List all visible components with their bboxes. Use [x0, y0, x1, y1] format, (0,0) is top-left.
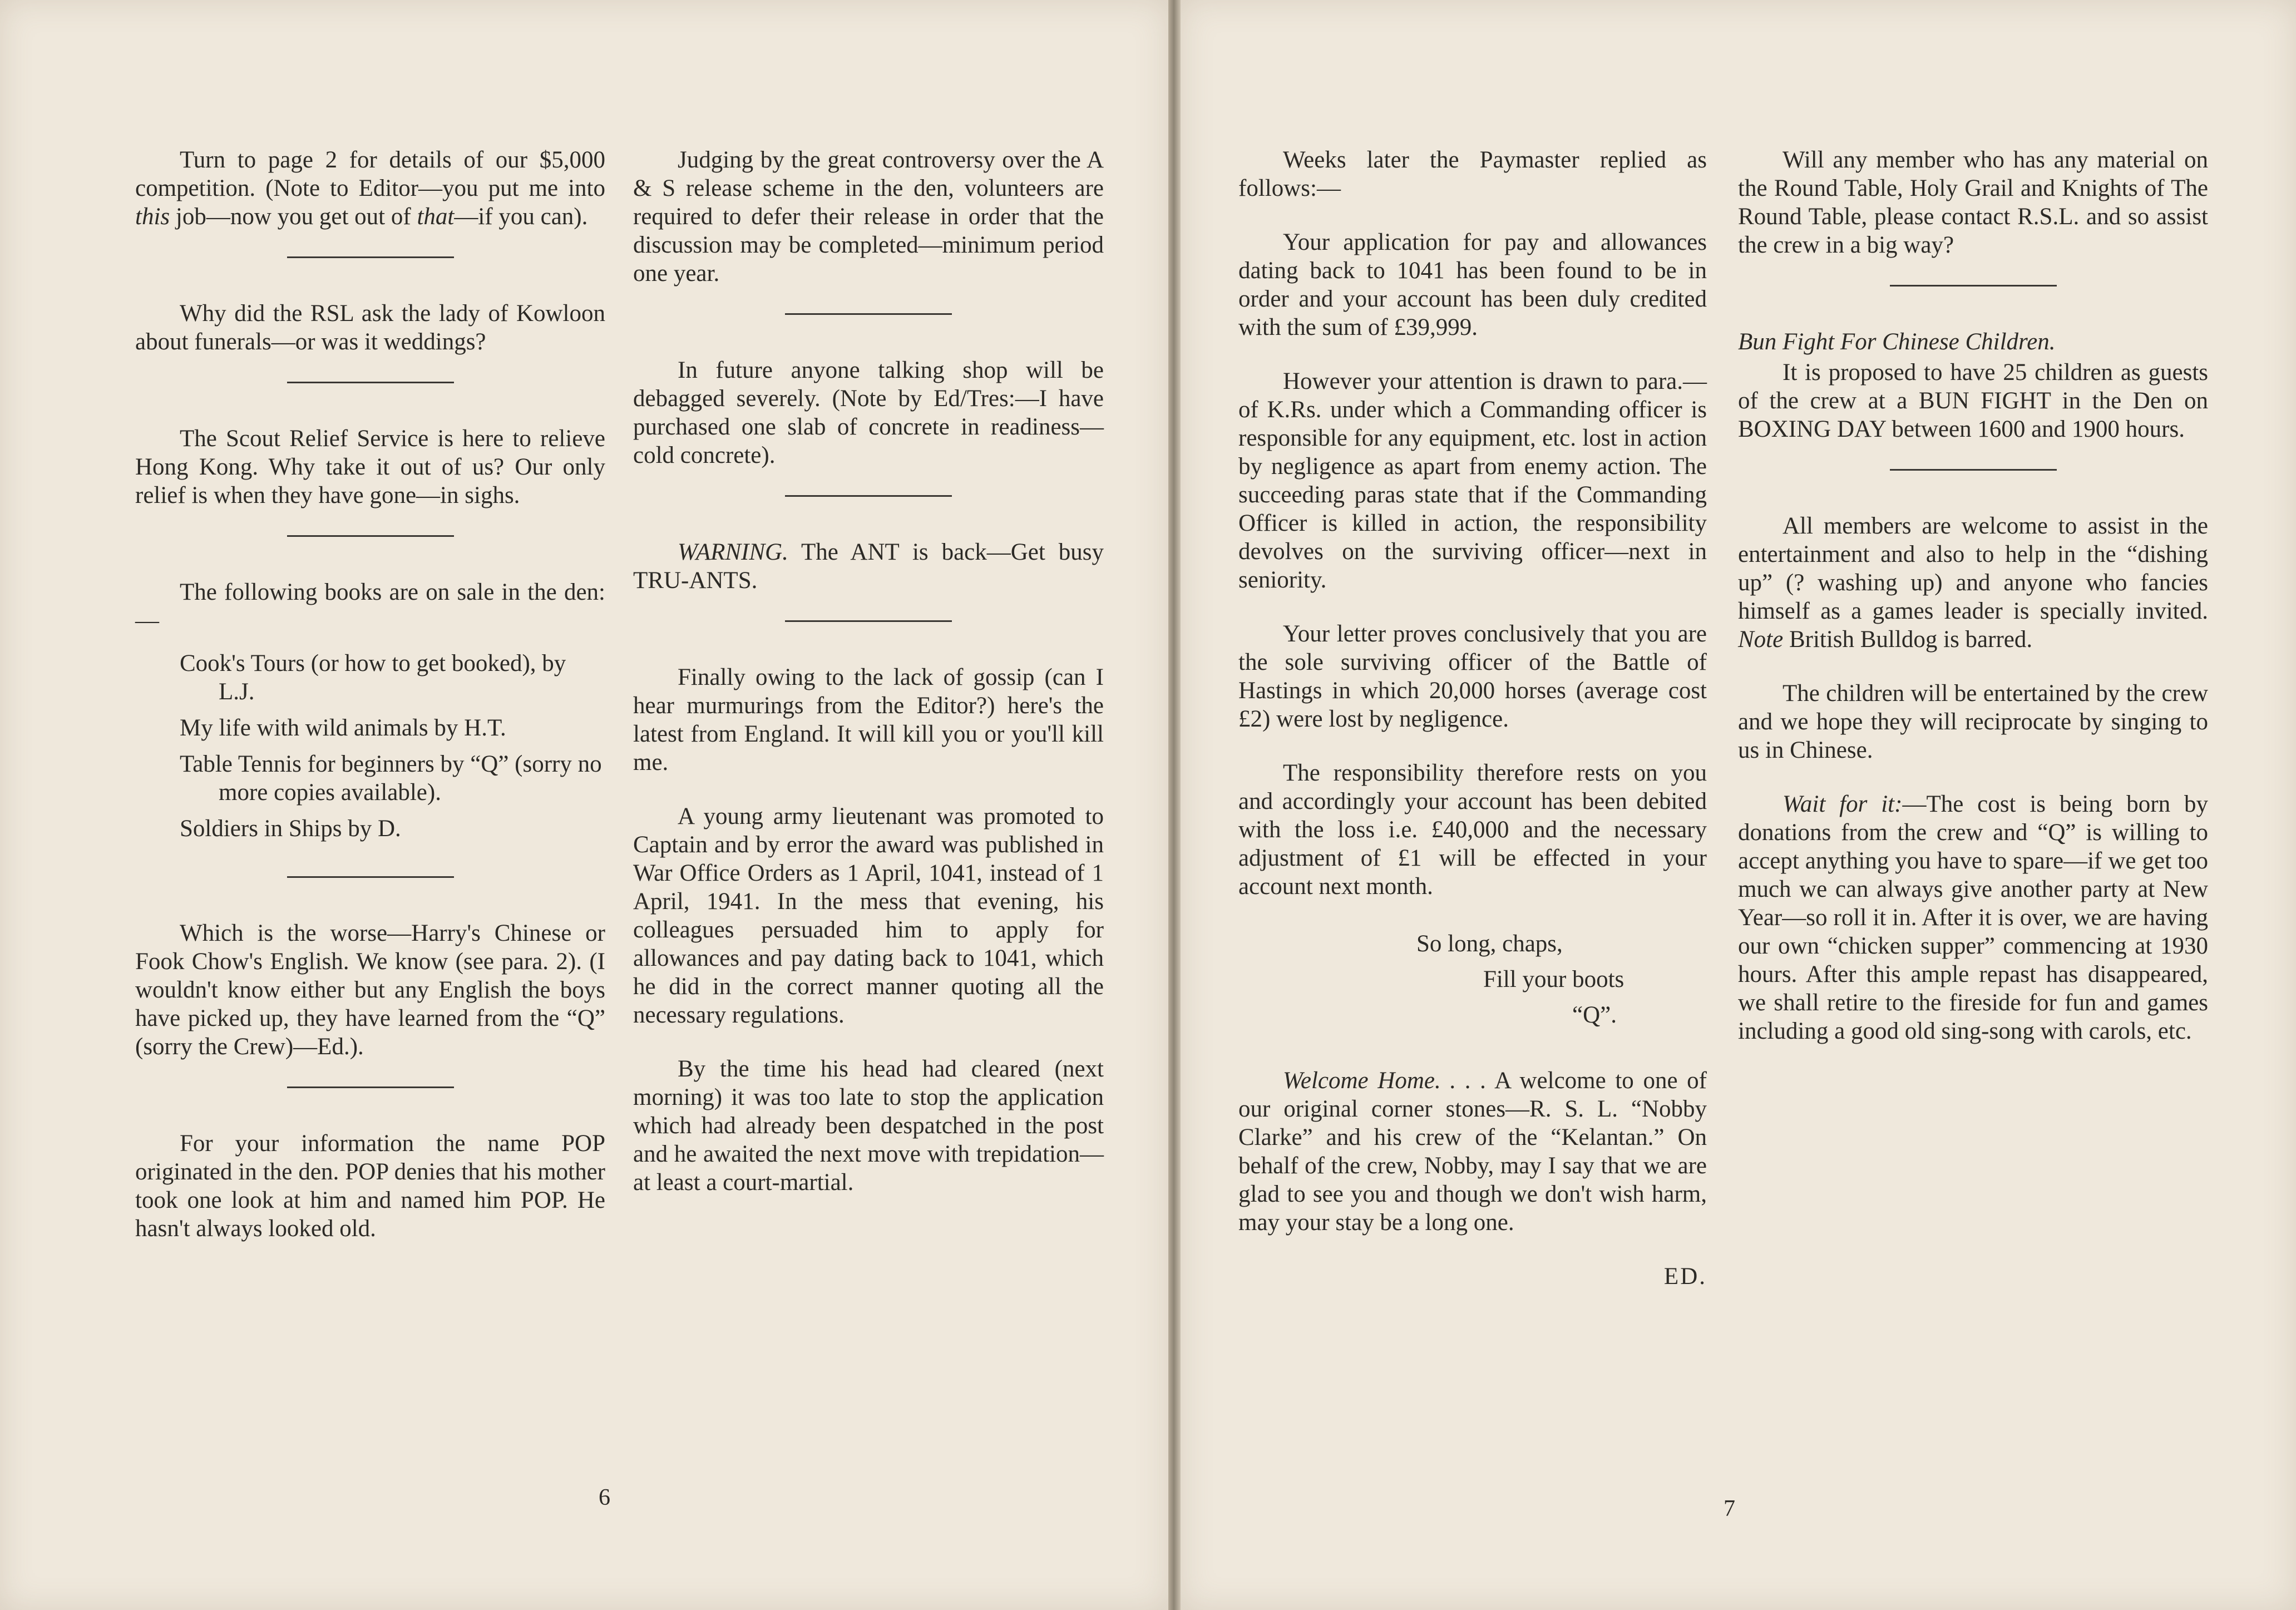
- column-3: [1238, 146, 1707, 1291]
- paragraph-bun-fight: It is proposed to have 25 children as guests of the crew at a BUN FIGHT in the Den on BOXING DAY between 1600 and 1900 hours.: [1738, 359, 2208, 442]
- paragraph-books-intro: The following books are on sale in the den:—: [135, 579, 605, 634]
- paragraph-head-cleared: By the time his head had cleared (next morning) it was too late to stop the application which had already been despatched in the post and he awaited the next move with trepidation—at least a court-martial.: [633, 1056, 1104, 1196]
- book-item: Table Tennis for beginners by “Q” (sorry no more copies available).: [180, 751, 602, 806]
- divider-rule: [1890, 469, 2057, 471]
- book-list: [135, 649, 605, 843]
- paragraph-warning: WARNING. The ANT is back—Get busy TRU-ANTS.: [633, 539, 1104, 594]
- paragraph-application: Your application for pay and allowances dating back to 1041 has been found to be in order and your account has been duly credited with the sum of £39,999.: [1238, 229, 1707, 340]
- divider-rule: [1890, 285, 2057, 287]
- paragraph-pop: For your information the name POP originated in the den. POP denies that his mother took one look at him and named him POP. He hasn't always looked old.: [135, 1130, 605, 1242]
- page-number: 6: [599, 1485, 610, 1510]
- paragraph-talking-shop: In future anyone talking shop will be debagged severely. (Note by Ed/Tres:—I have purchased one slab of concrete in readiness—cold concrete).: [633, 357, 1104, 468]
- paragraph-hastings: Your letter proves conclusively that you are the sole surviving officer of the Battle of Hastings in which 20,000 horses (average cost £2) were lost by negligence.: [1238, 621, 1707, 732]
- sign-off: [1238, 926, 1707, 1033]
- column-4: [1738, 146, 2208, 1071]
- paragraph-paymaster: Weeks later the Paymaster replied as follows:—: [1238, 147, 1707, 201]
- paragraph-lieutenant: A young army lieutenant was promoted to Captain and by error the award was published in War Office Orders as 1 April, 1041, instead of 1 April, 1941. In the mess that evening, his colleagues persuaded him to apply for allowances and pay dating back to 1041, which he did in the correct manner quoting all the necessary regulations.: [633, 803, 1104, 1028]
- sign-off-line: “Q”.: [1572, 1002, 1617, 1028]
- divider-rule: [785, 313, 952, 315]
- editor-signature: ED.: [1663, 1263, 1707, 1290]
- divider-rule: [785, 495, 952, 497]
- column-1: [135, 146, 605, 1268]
- paragraph-scout-relief: The Scout Relief Service is here to relieve Hong Kong. Why take it out of us? Our only relief is when they have gone—in sighs.: [135, 426, 605, 508]
- sign-off-line: Fill your boots: [1483, 966, 1625, 992]
- heading-bun-fight: Bun Fight For Chinese Children.: [1738, 329, 2056, 355]
- paragraph-rsl-lady: Why did the RSL ask the lady of Kowloon about funerals—or was it weddings?: [135, 300, 605, 355]
- sign-off-line: So long, chaps,: [1416, 931, 1563, 957]
- paragraph-responsibility: The responsibility therefore rests on you and accordingly your account has been debited with the loss i.e. £40,000 and the necessary adjustment of £1 will be effected in your account next month.: [1238, 760, 1707, 900]
- book-item: Soldiers in Ships by D.: [180, 816, 401, 842]
- binding-gutter: [1168, 0, 1181, 1610]
- paragraph-round-table: Will any member who has any material on the Round Table, Holy Grail and Knights of The Round Table, please contact R.S.L. and so assist the crew in a big way?: [1738, 147, 2208, 258]
- divider-rule: [287, 382, 454, 383]
- paragraph-controversy: Judging by the great controversy over the A & S release scheme in the den, volunteers are required to defer their release in order that the discussion may be completed—minimum period one year.: [633, 147, 1104, 287]
- paragraph-wait-for-it: Wait for it:—The cost is being born by donations from the crew and “Q” is willing to accept anything you have to spare—if we get too much we can always give another party at New Year—so roll it in. After it is over, we are having our own “chicken supper” commencing at 1930 hours. After this ample repast has disappeared, we shall retire to the fireside for fun and games including a good old sing-song with carols, etc.: [1738, 791, 2208, 1044]
- paragraph-children: The children will be entertained by the crew and we hope they will reciprocate by singing to us in Chinese.: [1738, 680, 2208, 763]
- paragraph-members-welcome: All members are welcome to assist in the entertainment and also to help in the “dishing up” (? washing up) and anyone who fancies himself as a games leader is specially invited. Note British Bulldog is barred.: [1738, 513, 2208, 653]
- paragraph-harry-chinese: Which is the worse—Harry's Chinese or Fook Chow's English. We know (see para. 2). (I wouldn't know either but any English the boys have picked up, they have learned from the “Q” (sorry the Crew)—Ed.).: [135, 920, 605, 1060]
- book-item: Cook's Tours (or how to get booked), by L.J.: [180, 650, 566, 705]
- paragraph-welcome-home: Welcome Home. . . . A welcome to one of our original corner stones—R. S. L. “Nobby Clarke” and his crew of the “Kelantan.” On behalf of the crew, Nobby, may I say that we are glad to see you and though we don't wish harm, may your stay be a long one.: [1238, 1068, 1707, 1236]
- divider-rule: [785, 620, 952, 622]
- paragraph-gossip: Finally owing to the lack of gossip (can I hear murmurings from the Editor?) here's the latest from England. It will kill you or you'll kill me.: [633, 664, 1104, 776]
- divider-rule: [287, 876, 454, 878]
- divider-rule: [287, 535, 454, 537]
- divider-rule: [287, 1086, 454, 1088]
- column-2: [633, 146, 1104, 1222]
- page-number: 7: [1724, 1496, 1735, 1522]
- book-item: My life with wild animals by H.T.: [180, 715, 506, 741]
- divider-rule: [287, 256, 454, 258]
- paragraph-competition: Turn to page 2 for details of our $5,000 competition. (Note to Editor—you put me into this job—now you get out of that—if you can).: [135, 147, 605, 230]
- paragraph-attention: However your attention is drawn to para.—of K.Rs. under which a Commanding officer is responsible for any equipment, etc. lost in action by negligence as apart from enemy action. The succeeding paras state that if the Commanding Officer is killed in action, the responsibility devolves on the surviving officer—next in seniority.: [1238, 368, 1707, 593]
